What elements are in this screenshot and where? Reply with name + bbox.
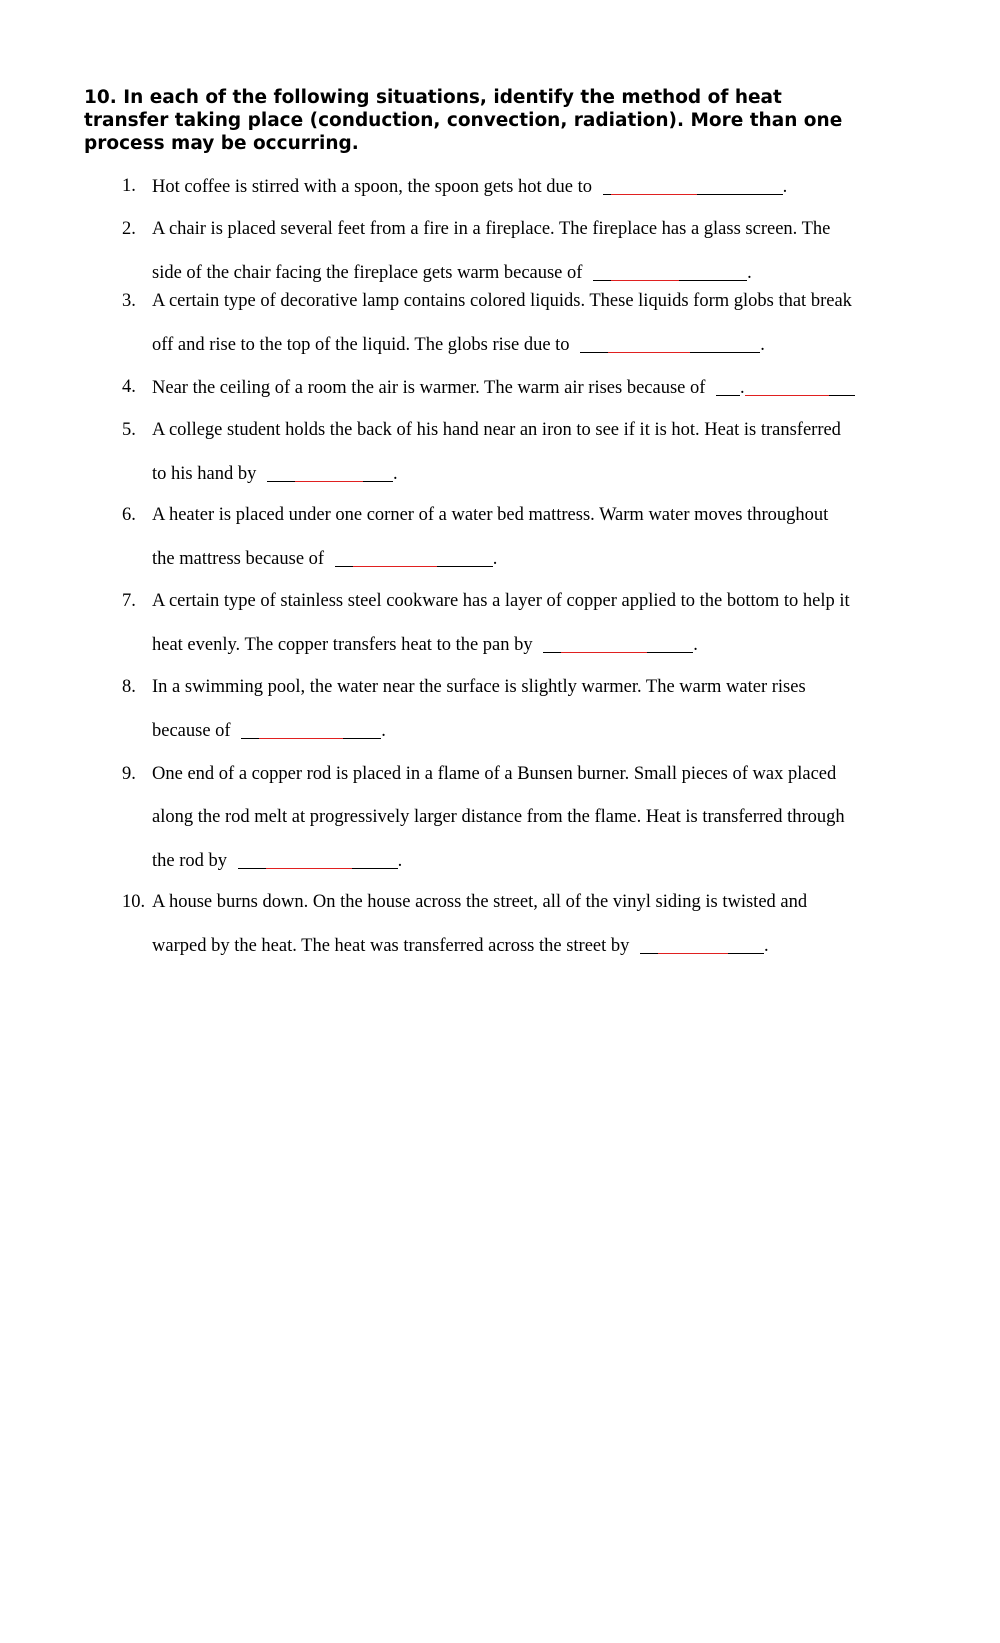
question-number: 2. — [122, 219, 136, 239]
sentence-end: . — [381, 721, 386, 741]
answer-blank[interactable] — [238, 848, 398, 866]
sentence-end: . — [747, 263, 752, 283]
question-number: 7. — [122, 591, 136, 611]
question-text: A house burns down. On the house across the street, all of the vinyl siding is twisted and — [152, 892, 808, 912]
question-text: A college student holds the back of his hand near an iron to see if it is hot. Heat is transferred — [152, 420, 841, 440]
question-text: A certain type of decorative lamp contains colored liquids. These liquids form globs that break — [152, 291, 852, 311]
sentence-end: . — [492, 549, 498, 569]
question-number: 8. — [122, 677, 136, 697]
sentence-end: . — [392, 464, 398, 484]
question-text: the mattress because of — [152, 549, 325, 569]
answer-blank[interactable] — [580, 332, 760, 350]
question-text: side of the chair facing the fireplace gets warm because of — [152, 263, 583, 283]
answer-blank[interactable] — [267, 461, 393, 479]
answer-blank[interactable] — [603, 174, 783, 192]
question-text: One end of a copper rod is placed in a flame of a Bunsen burner. Small pieces of wax placed — [152, 764, 837, 784]
question-number: 9. — [122, 764, 136, 784]
sentence-end: . — [764, 936, 769, 956]
question-text: A chair is placed several feet from a fire in a fireplace. The fireplace has a glass screen. The — [152, 219, 831, 239]
answer-blank[interactable] — [335, 546, 493, 564]
answer-blank[interactable] — [543, 632, 693, 650]
question-number: 5. — [122, 420, 136, 440]
question-text: along the rod melt at progressively larger distance from the flame. Heat is transferred through — [152, 807, 845, 827]
sentence-end: . — [397, 851, 403, 871]
sentence-end: . — [782, 177, 788, 197]
answer-blank[interactable] — [593, 260, 747, 278]
question-number: 3. — [122, 291, 136, 311]
sentence-end: . — [693, 635, 698, 655]
question-text: Hot coffee is stirred with a spoon, the spoon gets hot due to — [152, 177, 592, 197]
question-text: the rod by — [152, 851, 228, 871]
answer-blank[interactable] — [640, 933, 764, 951]
question-text: Near the ceiling of a room the air is warmer. The warm air rises because of — [152, 378, 706, 398]
question-number: 6. — [122, 505, 136, 525]
question-text: because of — [152, 721, 231, 741]
sentence-end: . — [740, 378, 745, 398]
question-text: A certain type of stainless steel cookware has a layer of copper applied to the bottom to help it — [152, 591, 850, 611]
answer-blank[interactable] — [716, 375, 740, 393]
question-number: 10. — [122, 892, 146, 912]
sentence-end: . — [760, 335, 765, 355]
question-number: 4. — [122, 377, 136, 397]
question-text: warped by the heat. The heat was transferred across the street by — [152, 936, 630, 956]
question-text: to his hand by — [152, 464, 257, 484]
question-text: heat evenly. The copper transfers heat to the pan by — [152, 635, 533, 655]
question-text: off and rise to the top of the liquid. The globs rise due to — [152, 335, 570, 355]
question-heading: 10. In each of the following situations, identify the method of heat transfer taking place (conduction, convection, radiation). More than one process may be occurring. — [84, 87, 843, 154]
question-number: 1. — [122, 176, 136, 196]
answer-blank[interactable] — [241, 718, 381, 736]
question-text: In a swimming pool, the water near the surface is slightly warmer. The warm water rises — [152, 677, 806, 697]
question-text: A heater is placed under one corner of a water bed mattress. Warm water moves throughout — [152, 505, 829, 525]
answer-blank-continued[interactable] — [745, 375, 855, 393]
